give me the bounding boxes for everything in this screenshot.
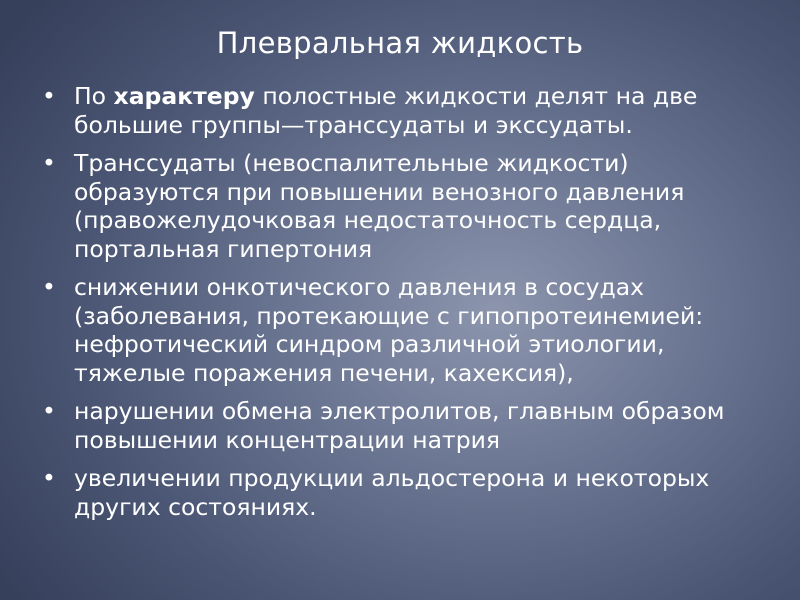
bullet-item	[40, 273, 758, 387]
bullet-text-bold: характеру	[113, 82, 255, 110]
bullet-item	[40, 82, 758, 139]
bullet-dot-icon: •	[42, 273, 56, 301]
bullet-dot-icon: •	[42, 397, 56, 425]
bullet-item	[40, 464, 758, 521]
bullet-text: снижении онкотического давления в сосудах (заболевания, протекающие с гипопротеинемией: нефротический синдром различной этиологии, тяжелые поражения печени, кахексия),	[74, 273, 704, 387]
bullet-text-prefix: По	[74, 82, 114, 110]
bullet-text: увеличении продукции альдостерона и некоторых других состояниях.	[74, 464, 710, 521]
bullet-dot-icon: •	[42, 82, 56, 110]
bullet-text: полостные жидкости делят на две большие группы—транссудаты и экссудаты.	[74, 82, 698, 139]
bullet-list	[40, 82, 758, 531]
bullet-item	[40, 149, 758, 263]
bullet-text: нарушении обмена электролитов, главным образом повышении концентрации натрия	[74, 397, 725, 454]
bullet-text: Транссудаты (невоспалительные жидкости) образуются при повышении венозного давления (правожелудочковая недостаточность сердца, портальная гипертония	[74, 149, 685, 263]
slide-title: Плевральная жидкость	[216, 26, 584, 60]
bullet-dot-icon: •	[42, 464, 56, 492]
bullet-dot-icon: •	[42, 149, 56, 177]
bullet-item	[40, 397, 758, 454]
